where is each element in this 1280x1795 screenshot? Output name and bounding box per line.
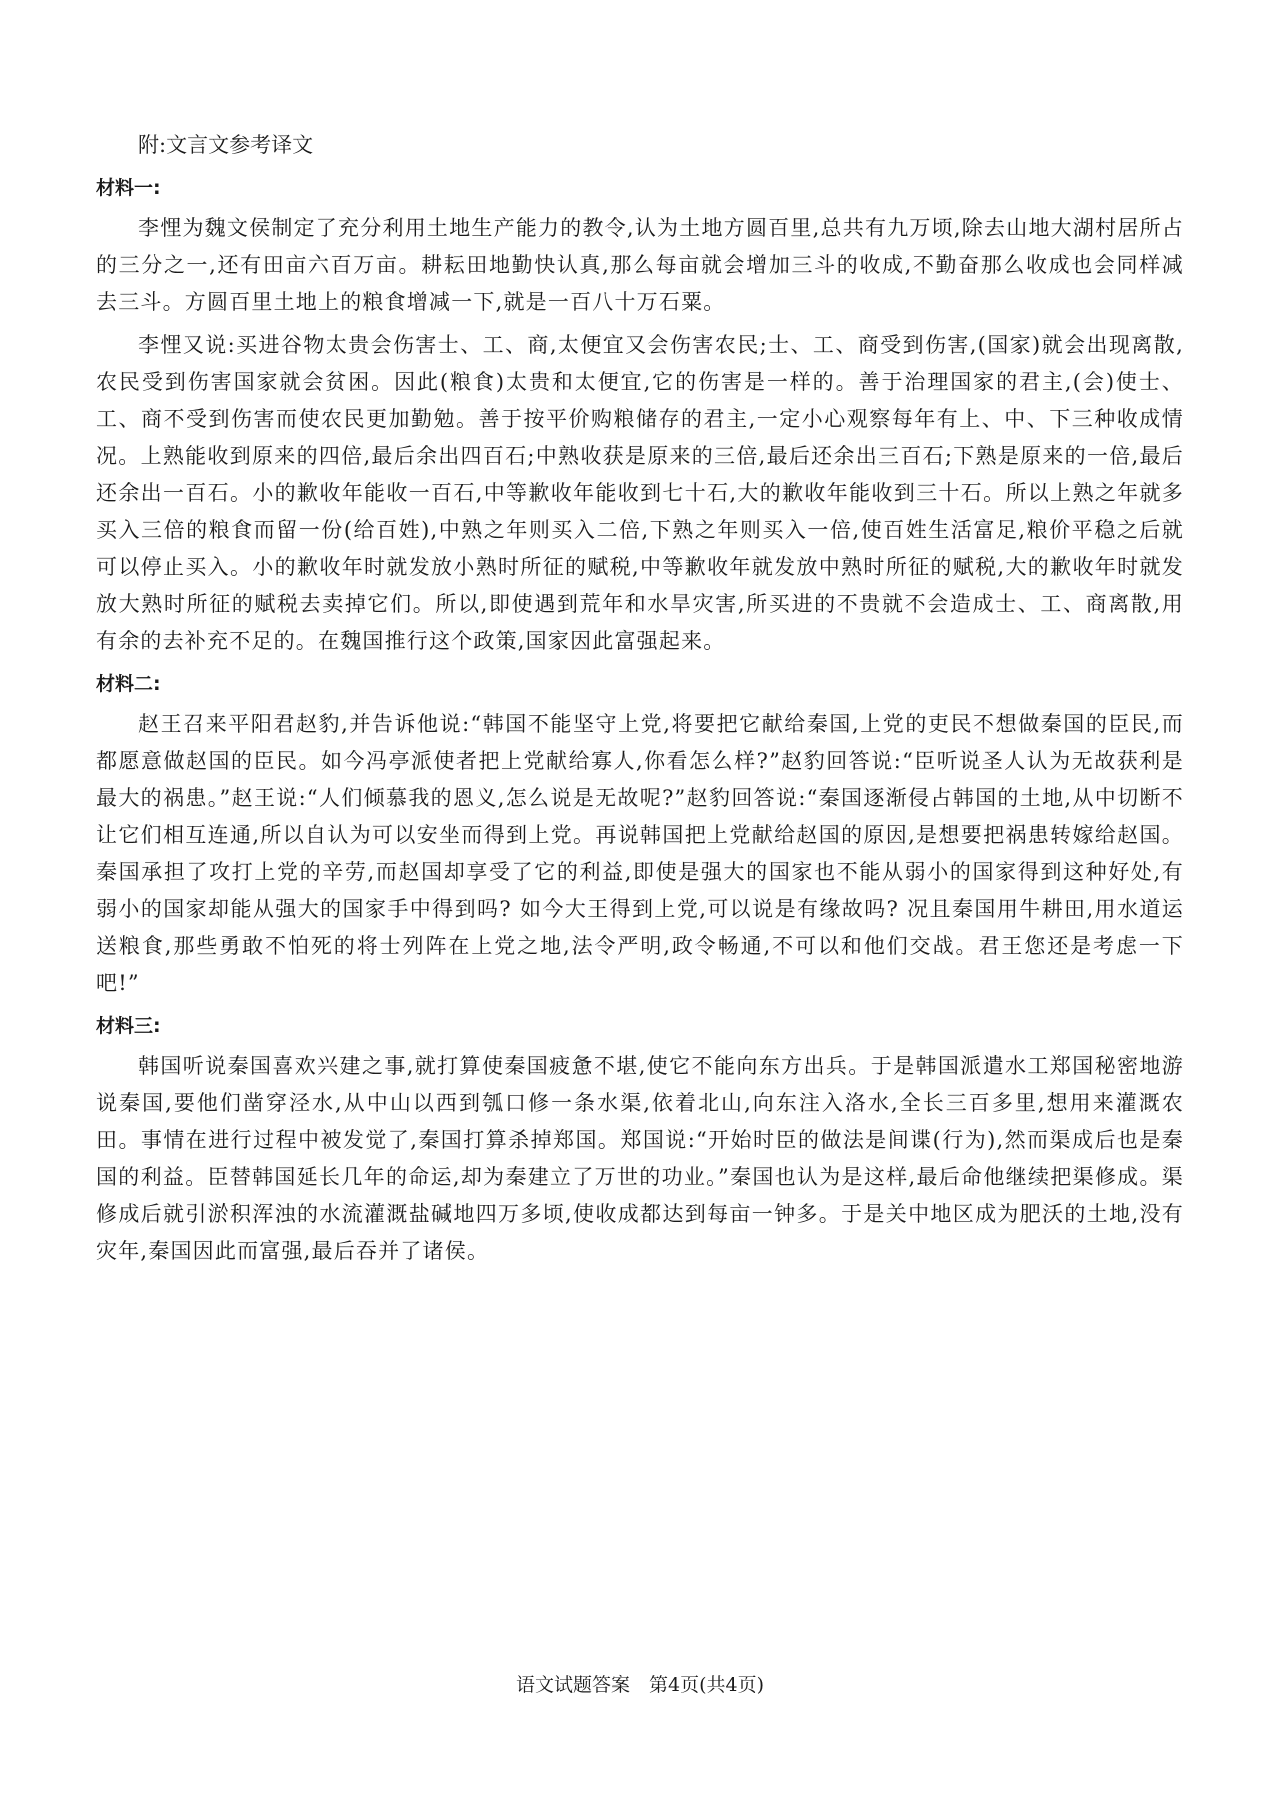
- appendix-title: 附:文言文参考译文: [138, 133, 314, 157]
- material-2-paragraph-1: 赵王召来平阳君赵豹,并告诉他说:“韩国不能坚守上党,将要把它献给秦国,上党的吏民不想做秦国的臣民,而都愿意做赵国的臣民。如今冯亭派使者把上党献给寡人,你看怎么样?”赵豹回答说:“臣听说圣人认为无故获利是最大的祸患。”赵王说:“人们倾慕我的恩义,怎么说是无故呢?”赵豹回答说:“秦国逐渐侵占韩国的土地,从中切断不让它们相互连通,所以自认为可以安坐而得到上党。再说韩国把上党献给赵国的原因,是想要把祸患转嫁给赵国。秦国承担了攻打上党的辛劳,而赵国却享受了它的利益,即使是强大的国家也不能从弱小的国家得到这种好处,有弱小的国家却能从强大的国家手中得到吗? 如今大王得到上党,可以说是有缘故吗? 况且秦国用牛耕田,用水道运送粮食,那些勇敢不怕死的将士列阵在上党之地,法令严明,政令畅通,不可以和他们交战。君王您还是考虑一下吧!”: [96, 712, 1184, 995]
- material-1-heading: 材料一:: [96, 177, 161, 199]
- material-3: [96, 1008, 1184, 1270]
- material-2: [96, 666, 1184, 1002]
- material-3-paragraph-1: 韩国听说秦国喜欢兴建之事,就打算使秦国疲惫不堪,使它不能向东方出兵。于是韩国派遣水工郑国秘密地游说秦国,要他们凿穿泾水,从中山以西到瓠口修一条水渠,依着北山,向东注入洛水,全长三百多里,想用来灌溉农田。事情在进行过程中被发觉了,秦国打算杀掉郑国。郑国说:“开始时臣的做法是间谍(行为),然而渠成后也是秦国的利益。臣替韩国延长几年的命运,却为秦建立了万世的功业。”秦国也认为是这样,最后命他继续把渠修成。渠修成后就引淤积浑浊的水流灌溉盐碱地四万多顷,使收成都达到每亩一钟多。于是关中地区成为肥沃的土地,没有灾年,秦国因此而富强,最后吞并了诸侯。: [96, 1054, 1184, 1263]
- material-1-paragraph-2: 李悝又说:买进谷物太贵会伤害士、工、商,太便宜又会伤害农民;士、工、商受到伤害,(国家)就会出现离散,农民受到伤害国家就会贫困。因此(粮食)太贵和太便宜,它的伤害是一样的。善于治理国家的君主,(会)使士、工、商不受到伤害而使农民更加勤勉。善于按平价购粮储存的君主,一定小心观察每年有上、中、下三种收成情况。上熟能收到原来的四倍,最后余出四百石;中熟收获是原来的三倍,最后还余出三百石;下熟是原来的一倍,最后还余出一百石。小的歉收年能收一百石,中等歉收年能收到七十石,大的歉收年能收到三十石。所以上熟之年就多买入三倍的粮食而留一份(给百姓),中熟之年则买入二倍,下熟之年则买入一倍,使百姓生活富足,粮价平稳之后就可以停止买入。小的歉收年时就发放小熟时所征的赋税,中等歉收年就发放中熟时所征的赋税,大的歉收年时就发放大熟时所征的赋税去卖掉它们。所以,即使遇到荒年和水旱灾害,所买进的不贵就不会造成士、工、商离散,用有余的去补充不足的。在魏国推行这个政策,国家因此富强起来。: [96, 333, 1184, 653]
- material-1: [96, 170, 1184, 660]
- material-1-paragraph-1: 李悝为魏文侯制定了充分利用土地生产能力的教令,认为土地方圆百里,总共有九万顷,除去山地大湖村居所占的三分之一,还有田亩六百万亩。耕耘田地勤快认真,那么每亩就会增加三斗的收成,不勤奋那么收成也会同样减去三斗。方圆百里土地上的粮食增减一下,就是一百八十万石粟。: [96, 216, 1184, 314]
- material-2-heading: 材料二:: [96, 673, 161, 695]
- page-footer: 语文试题答案 第4页(共4页): [515, 1674, 764, 1696]
- material-3-heading: 材料三:: [96, 1015, 161, 1037]
- document-body: [96, 126, 1184, 1276]
